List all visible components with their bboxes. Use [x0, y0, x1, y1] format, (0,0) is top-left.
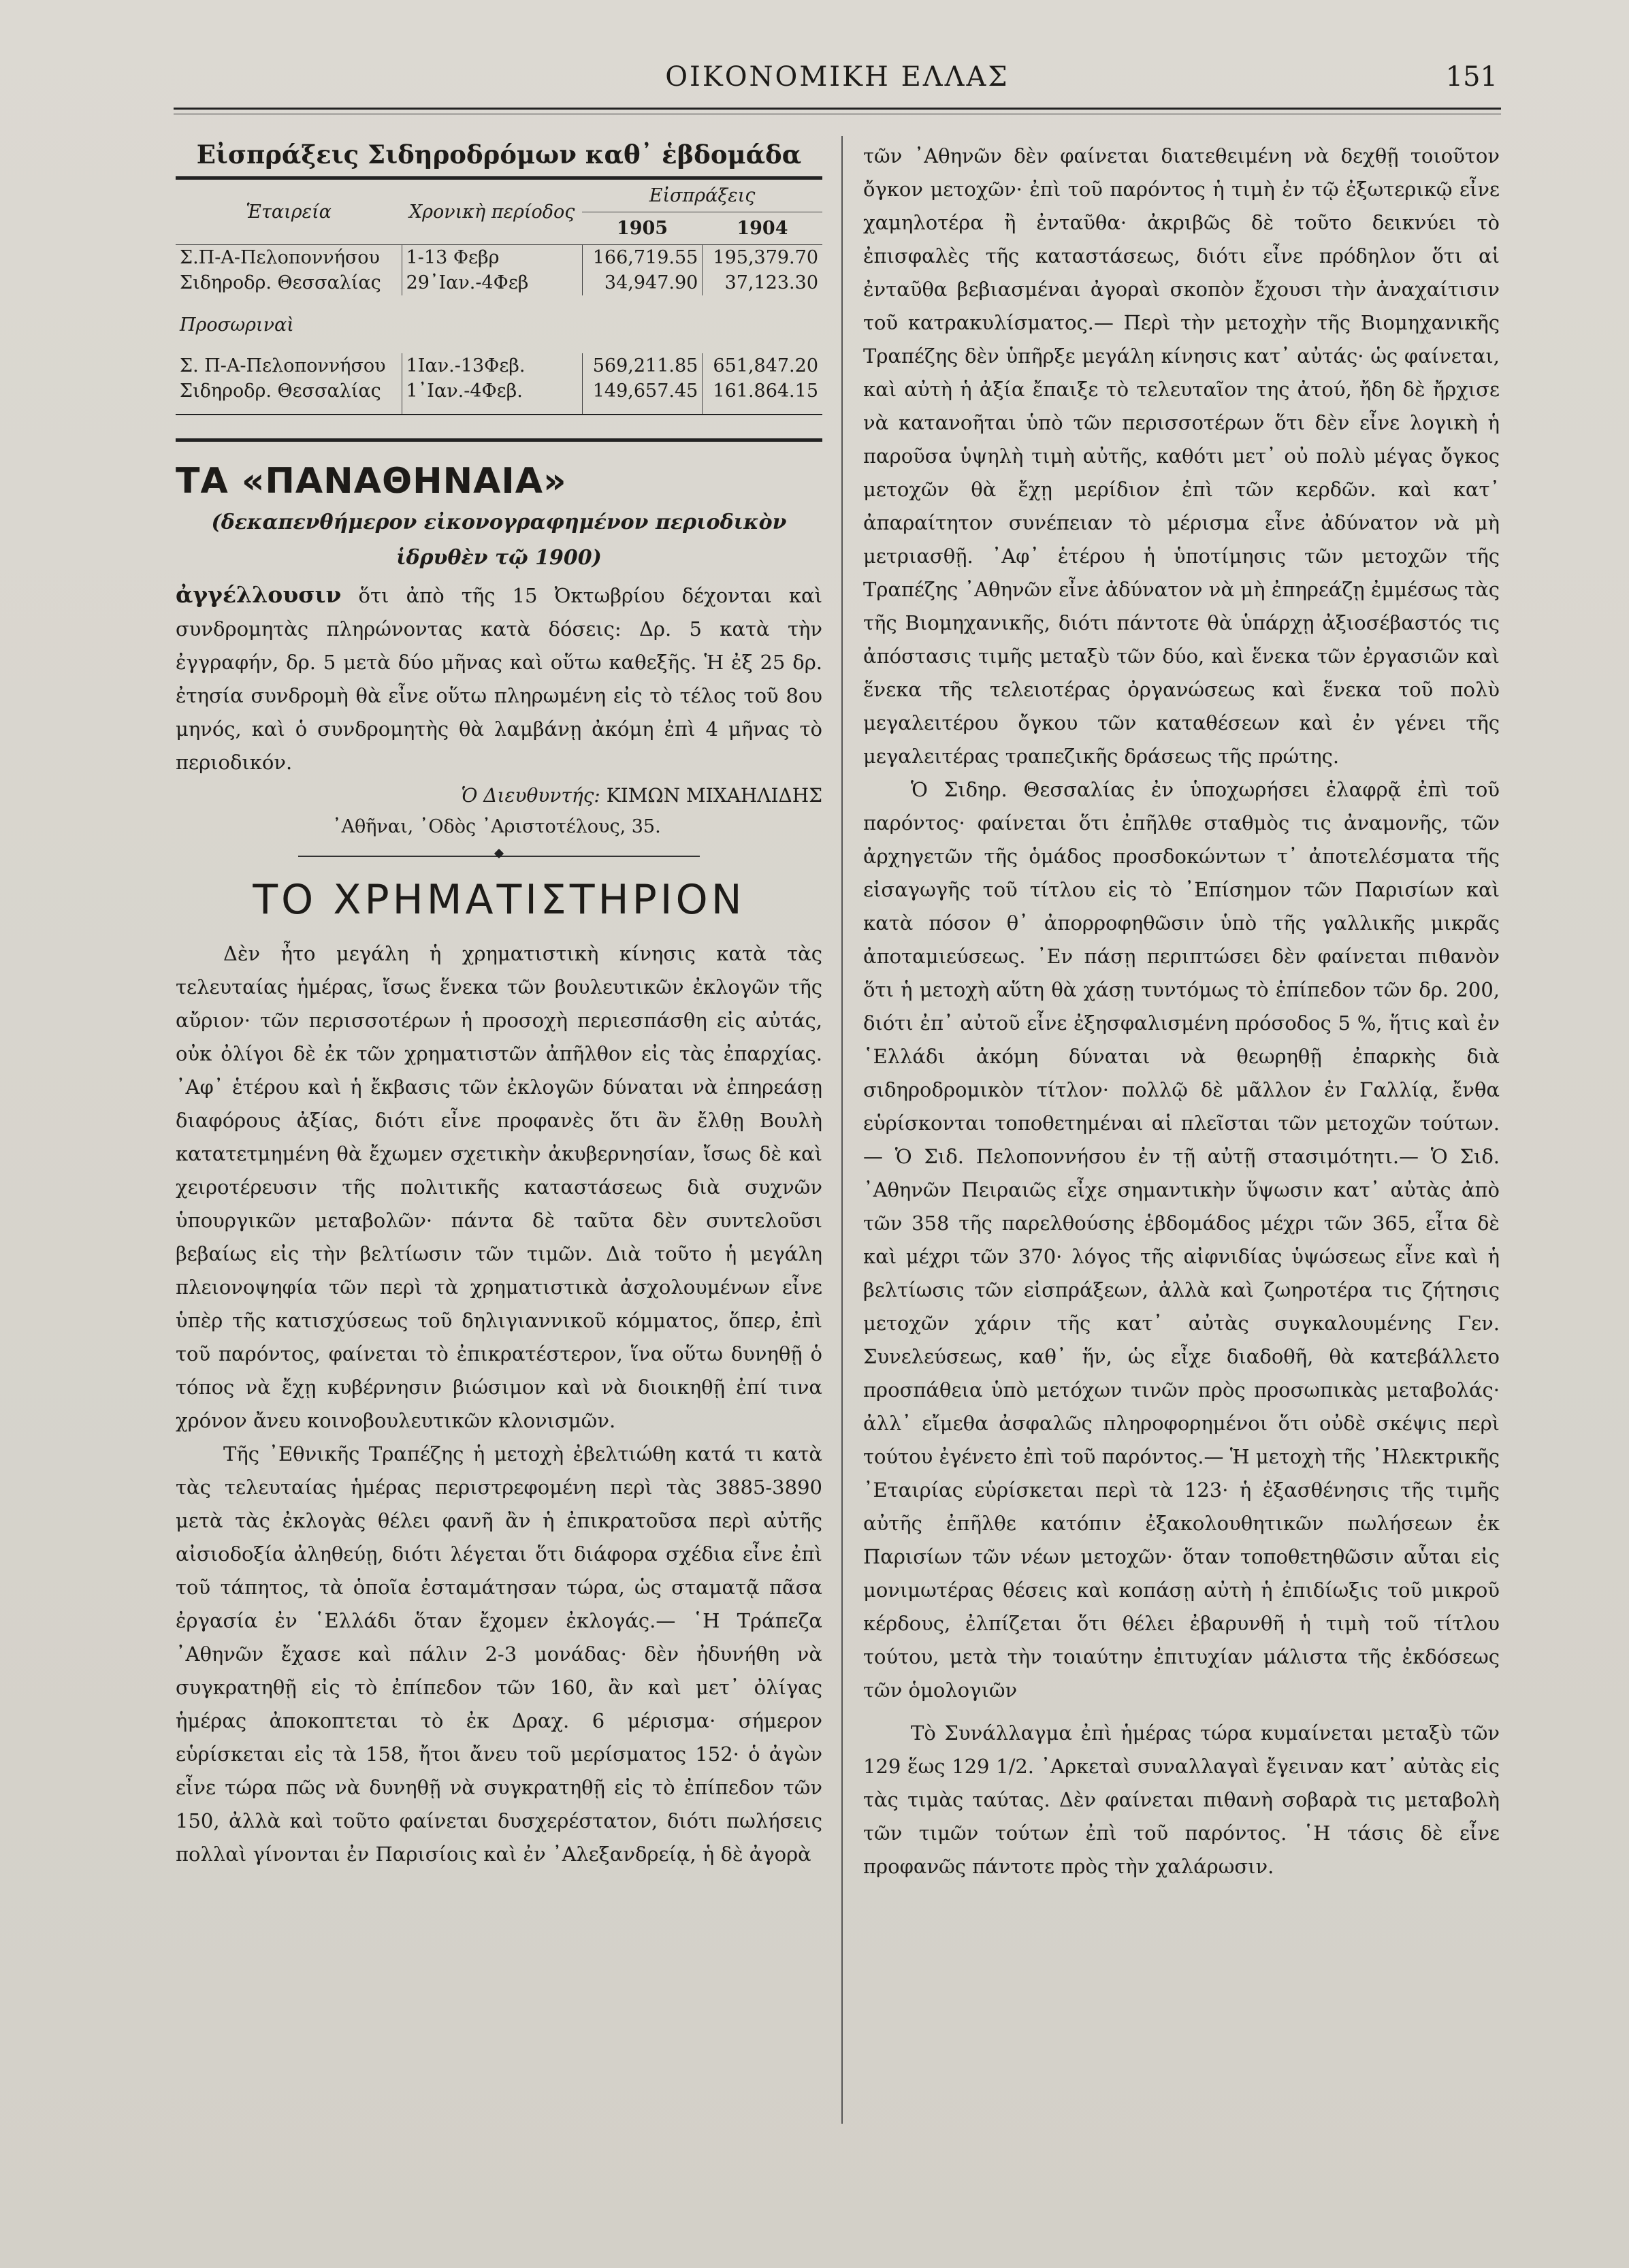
- publisher-address: ᾿Αθῆναι, ᾿Οδὸς ᾿Αριστοτέλους, 35.: [332, 816, 661, 837]
- table-group-row: [176, 295, 822, 353]
- director-name: ΚΙΜΩΝ ΜΙΧΑΗΛΙΔΗΣ: [600, 784, 822, 807]
- col-header-period: Χρονικὴ περίοδος: [402, 178, 582, 245]
- table-row: [176, 353, 822, 378]
- table-row: [176, 378, 822, 415]
- director-role: Ὁ Διευθυντής:: [461, 784, 600, 807]
- bourse-paragraph-1: Δὲν ἦτο μεγάλη ἡ χρηματιστικὴ κίνησις κατὰ τὰς τελευταίας ἡμέρας, ἴσως ἕνεκα τῶν βουλευτικῶν ἐκλογῶν τῆς αὔριον· τῶν περισσοτέρων ἡ προσοχὴ περιεσπάσθη εἰς αὐτάς, οὐκ ὀλίγοι δὲ ἐκ τῶν χρηματιστῶν ἀπῆλθον εἰς τὰς ἐπαρχίας. ᾿Αφ᾿ ἑτέρου καὶ ἡ ἔκβασις τῶν ἐκλογῶν δύναται νὰ ἐπηρεάσῃ διαφόρους ἀξίας, διότι εἶνε προφανὲς ὅτι ἂν ἔλθῃ Βουλὴ κατατετμημένη θὰ ἔχωμεν σχετικὴν ἀκυβερνησίαν, ἴσως δὲ καὶ χειροτέρευσιν τῆς πολιτικῆς καταστάσεως διὰ συχνῶν ὑπουργικῶν μεταβολῶν· πάντα δὲ ταῦτα δὲν συντελοῦσι βεβαίως εἰς τὴν βελτίωσιν τῶν τιμῶν. Διὰ τοῦτο ἡ μεγάλη πλειονοψηφία τῶν περὶ τὰ χρηματιστικὰ ἀσχολουμένων εἶνε ὑπὲρ τῆς κατισχύσεως τοῦ δηλιγιαννικοῦ κόμματος, ὅπερ, ἐπὶ τοῦ παρόντος, φαίνεται τὸ ἐπικρατέστερον, ἵνα οὕτω δυνηθῇ ὁ τόπος νὰ ἔχῃ κυβέρνησιν βιώσιμον καὶ νὰ διοικηθῇ ἐπί τινα χρόνον ἄνευ κοινοβουλευτικῶν κλονισμῶν.: [176, 942, 822, 1432]
- column-divider: [841, 136, 843, 2124]
- row-company: Σιδηροδρ. Θεσσαλίας: [180, 272, 381, 293]
- left-column: [176, 140, 822, 1871]
- ornament-divider: [298, 856, 700, 857]
- col-header-company: Ἑταιρεία: [176, 178, 402, 245]
- bourse-paragraph-3: τῶν ᾿Αθηνῶν δὲν φαίνεται διατεθειμένη νὰ δεχθῇ τοιοῦτον ὄγκον μετοχῶν· ἐπὶ τοῦ παρόντος ἡ τιμὴ ἐν τῷ ἐξωτερικῷ εἶνε χαμηλοτέρα ἢ ἐνταῦθα· ἀκριβῶς δὲ τοῦτο δεικνύει τὸ ἐπισφαλὲς τῆς καταστάσεως, διότι εἶνε πρόδηλον ὅτι αἱ ἐνταῦθα βεβιασμέναι ἀγοραὶ σκοπὸν ἔχουσι τὴν ἀναχαίτισιν τοῦ κατρακυλίσματος.— Περὶ τὴν μετοχὴν τῆς Βιομηχανικῆς Τραπέζης δὲν ὑπῆρξε μεγάλη κίνησις κατ᾿ αὐτάς· ὡς φαίνεται, καὶ αὐτὴ ἡ ἀξία ἔπαιξε τὸ τελευταῖον της ἀτού, ἤδη δὲ ἤρχισε νὰ κατανοῆται ὑπὸ τῶν περισσοτέρων ὅτι δὲν εἶνε λογικὴ ἡ παροῦσα ὑψηλὴ τιμὴ αὐτῆς, καθότι μετ᾿ οὐ πολὺ μέγας ὄγκος μετοχῶν θὰ ἔχῃ μερίδιον ἐπὶ τῶν κερδῶν. καὶ κατ᾿ ἀπαραίτητον συνέπειαν τὸ μέρισμα εἶνε ἀδύνατον νὰ μὴ μετριασθῇ. ᾿Αφ᾿ ἑτέρου ἡ ὑποτίμησις τῶν μετοχῶν τῆς Τραπέζης ᾿Αθηνῶν εἶνε ἀδύνατον νὰ μὴ ἐπηρεάζῃ ἐμμέσως τὰς τῆς Βιομηχανικῆς, διότι πάντοτε θὰ ὑπάρχῃ ἀξιοσέβαστός τις ἀπόστασις τιμῆς μεταξὺ τῶν δύο, καὶ ἕνεκα τῶν ἐργασιῶν καὶ ἕνεκα τῆς τελειοτέρας ὀργανώσεως καὶ ἕνεκα τοῦ πολὺ μεγαλειτέρου ὄγκου τῶν καταθέσεων καὶ ἐν γένει τῆς μεγαλειτέρας τραπεζικῆς δράσεως τῆς πρώτης.: [863, 144, 1500, 768]
- table-row: [176, 245, 822, 271]
- right-column: [863, 140, 1500, 1883]
- row-value-1905: 569,211.85: [582, 353, 703, 378]
- bourse-paragraph-5: Τὸ Συνάλλαγμα ἐπὶ ἡμέρας τώρα κυμαίνεται μεταξὺ τῶν 129 ἕως 129 1/2. ᾿Αρκεταὶ συναλλαγαὶ ἔγειναν κατ᾿ αὐτὰς εἰς τὰς τιμὰς ταύτας. Δὲν φαίνεται πιθανὴ σοβαρὰ τις μεταβολὴ τῶν τιμῶν τούτων ἐπὶ τοῦ παρόντος. ῾Η τάσις δὲ εἶνε προφανῶς πάντοτε πρὸς τὴν χαλάρωσιν.: [863, 1721, 1500, 1878]
- row-value-1905: 34,947.90: [582, 270, 703, 295]
- director-signature: [176, 779, 822, 812]
- header-rule: [174, 108, 1501, 114]
- running-head: [177, 54, 1498, 102]
- railway-receipts-table: [176, 176, 822, 415]
- row-company: Σιδηροδρ. Θεσσαλίας: [176, 378, 402, 415]
- col-header-1904: 1904: [703, 212, 822, 245]
- row-period: 29᾿Ιαν.-4Φεβ: [402, 270, 582, 295]
- row-company: Σ. Π-Α-Πελοποννήσου: [180, 355, 386, 376]
- notice-body: ὅτι ἀπὸ τῆς 15 Ὀκτωβρίου δέχονται καὶ συνδρομητὰς πληρώνοντας κατὰ δόσεις: Δρ. 5 κατὰ τὴν ἐγγραφήν, δρ. 5 μετὰ δύο μῆνας καὶ οὕτω καθεξῆς. Ἡ ἐξ 25 δρ. ἐτησία συνδρομὴ θὰ εἶνε οὕτω πληρωμένη εἰς τὸ τέλος τοῦ 8ου μηνός, καὶ ὁ συνδρομητὴς θὰ λαμβάνῃ ἀκόμη ἐπὶ 4 μῆνας τὸ περιοδικόν.: [176, 584, 822, 774]
- section-rule: [176, 438, 822, 442]
- panathinaia-notice: [176, 578, 822, 779]
- bourse-paragraph-2: Τῆς ᾿Εθνικῆς Τραπέζης ἡ μετοχὴ ἐβελτιώθη κατά τι κατὰ τὰς τελευταίας ἡμέρας περιστρεφομένη περὶ τὰς 3885-3890 μετὰ τὰς ἐκλογὰς θέλει φανῆ ἂν ἡ ἐπικρατοῦσα περὶ αὐτῆς αἰσιοδοξία ἀληθεύῃ, διότι λέγεται ὅτι διάφορα σχέδια εἶνε ἐπὶ τοῦ τάπητος, τὰ ὁποῖα ἐσταμάτησαν τώρα, ὡς σταματᾷ πᾶσα ἐργασία ἐν ῾Ελλάδι ὅταν ἔχομεν ἐκλογάς.— ῾Η Τράπεζα ᾿Αθηνῶν ἔχασε καὶ πάλιν 2-3 μονάδας· δὲν ἠδυνήθη νὰ συγκρατηθῇ εἰς τὸ ἐπίπεδον τῶν 160, ἂν καὶ μετ᾿ ὀλίγας ἡμέρας ἀποκοπτεται τὸ ἐκ Δραχ. 6 μέρισμα· σήμερον εὑρίσκεται εἰς τὰ 158, ἤτοι ἄνευ τοῦ μερίσματος 152· ὁ ἀγὼν εἶνε τώρα πῶς νὰ δυνηθῇ νὰ συγκρατηθῇ εἰς τὸ ἐπίπεδον τῶν 150, ἀλλὰ καὶ τοῦτο φαίνεται δυσχερέστατον, διότι πωλήσεις πολλαὶ γίνονται ἐν Παρισίοις καὶ ἐν ᾿Αλεξανδρείᾳ, ἡ δὲ ἀγορὰ: [176, 1442, 822, 1866]
- row-value-1905: 166,719.55: [582, 245, 703, 271]
- row-value-1904: 161.864.15: [703, 378, 822, 415]
- panathinaia-subtitle-1: (δεκαπενθήμερον εἰκονογραφημένον περιοδικὸν: [211, 511, 787, 534]
- row-period: 1᾿Ιαν.-4Φεβ.: [402, 378, 582, 415]
- receipts-table-title: Εἰσπράξεις Σιδηροδρόμων καθ᾿ ἑβδομάδα: [196, 140, 802, 169]
- bourse-heading: ΤΟ ΧΡΗΜΑΤΙΣΤΗΡΙΟΝ: [253, 876, 745, 924]
- diamond-ornament-icon: [494, 849, 504, 858]
- group-label-provisional: Προσωριναὶ: [180, 314, 294, 336]
- notice-lead-word: ἀγγέλλουσιν: [176, 581, 342, 608]
- row-company: Σ.Π-Α-Πελοποννήσου: [180, 247, 380, 268]
- row-value-1904: 195,379.70: [703, 245, 822, 271]
- row-period: 1Ιαν.-13Φεβ.: [402, 353, 582, 378]
- bourse-paragraph-4: Ὁ Σιδηρ. Θεσσαλίας ἐν ὑποχωρήσει ἐλαφρᾷ ἐπὶ τοῦ παρόντος· φαίνεται ὅτι ἐπῆλθε σταθμὸς τις ἀναμονῆς, τῶν ἀρχηγετῶν τῆς ὁμάδος προσδοκώντων τ᾿ ἀποτελέσματα τῆς εἰσαγωγῆς τοῦ τίτλου εἰς τὸ ᾿Επίσημον τῶν Παρισίων καὶ κατὰ πόσον θ᾿ ἀπορροφηθῶσιν ὑπὸ τῆς γαλλικῆς μικρᾶς ἀποταμιεύσεως. ᾿Εν πάσῃ περιπτώσει δὲν φαίνεται πιθανὸν ὅτι ἡ μετοχὴ αὕτη θὰ χάσῃ τυντόμως τὸ ἐπίπεδον τῶν δρ. 200, διότι ἐπ᾿ αὐτοῦ εἶνε ἐξησφαλισμένη πρόσοδος 5 %, ἥτις καὶ ἐν ῾Ελλάδι ἀκόμη δύναται νὰ θεωρηθῇ ἐπαρκὴς διὰ σιδηροδρομικὸν τίτλον· πολλῷ δὲ μᾶλλον ἐν Γαλλίᾳ, ἔνθα εὑρίσκονται τοποθετημέναι αἱ πλεῖσται τῶν μετοχῶν τούτων.— Ὁ Σιδ. Πελοποννήσου ἐν τῇ αὐτῇ στασιμότητι.— Ὁ Σιδ. ᾿Αθηνῶν Πειραιῶς εἶχε σημαντικὴν ὕψωσιν κατ᾿ αὐτὰς ἀπὸ τῶν 358 τῆς παρελθούσης ἑβδομάδος μέχρι τῶν 365, εἶτα δὲ καὶ μέχρι τῶν 370· λόγος τῆς αἰφνιδίας ὑψώσεως εἶνε καὶ ἡ βελτίωσις τῶν εἰσπράξεων, ἀλλὰ καὶ ζωηροτέρα τις ζήτησις μετοχῶν χάριν τῆς κατ᾿ αὐτὰς συγκαλουμένης Γεν. Συνελεύσεως, καθ᾿ ἥν, ὡς εἶχε διαδοθῆ, θὰ κατεβάλλετο προσπάθεια ὑπὸ μετόχων τινῶν πρὸς προσωπικὰς μεταβολάς· ἀλλ᾿ εἴμεθα ἀσφαλῶς πληροφορημένοι ὅτι οὐδὲ σκέψις περὶ τούτου ἐγένετο ἐπὶ τοῦ παρόντος.— Ἡ μετοχὴ τῆς ᾿Ηλεκτρικῆς ᾿Εταιρίας εὑρίσκεται περὶ τὰ 123· ἡ ἐξασθένησις τῆς τιμῆς αὐτῆς ἐπῆλθε κατόπιν ἐξακολουθητικῶν πωλήσεων ἐκ Παρισίων τῶν νέων μετοχῶν· ὅταν τοποθετηθῶσιν αὗται εἰς μονιμωτέρας θέσεις καὶ κοπάσῃ αὐτὴ ἡ ἐπιδίωξις τοῦ μικροῦ κέρδους, ἐλπίζεται ὅτι θέλει ἐβαρυνθῆ ἡ τιμὴ τοῦ τίτλου τούτου, μετὰ τὴν τοιαύτην ἐπιτυχίαν μάλιστα τῆς ἐκδόσεως τῶν ὁμολογιῶν: [863, 778, 1500, 1702]
- col-header-receipts: Εἰσπράξεις: [582, 178, 822, 212]
- page-number: 151: [1445, 61, 1498, 93]
- panathinaia-subtitle-2: ἱδρυθὲν τῷ 1900): [396, 546, 602, 570]
- publication-title: ΟΙΚΟΝΟΜΙΚΗ ΕΛΛΑΣ: [665, 61, 1010, 93]
- row-value-1904: 651,847.20: [703, 353, 822, 378]
- panathinaia-heading: ΤΑ «ΠΑΝΑΘΗΝΑΙΑ»: [176, 461, 567, 502]
- col-header-1905: 1905: [582, 212, 703, 245]
- row-value-1905: 149,657.45: [582, 378, 703, 415]
- row-value-1904: 37,123.30: [703, 270, 822, 295]
- row-period: 1-13 Φεβρ: [402, 245, 582, 271]
- table-row: [176, 270, 822, 295]
